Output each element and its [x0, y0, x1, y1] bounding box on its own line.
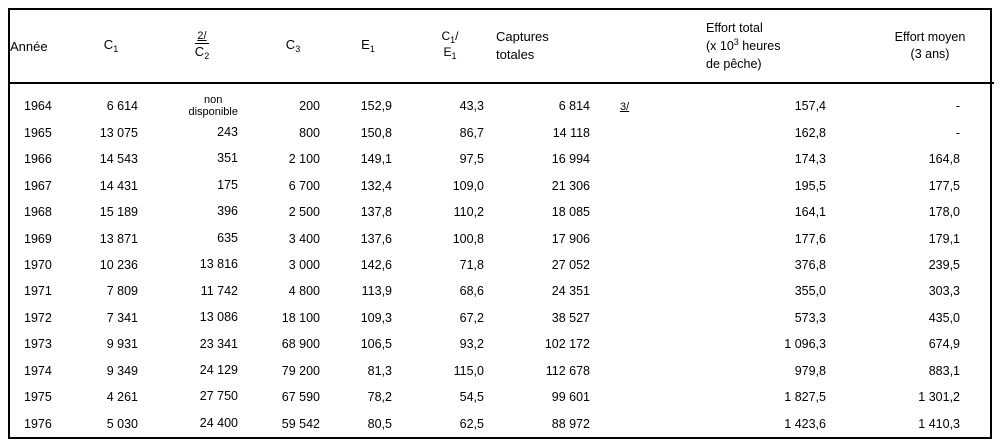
- cell-annee: 1965: [24, 125, 52, 140]
- ratio-bottom-main: E: [443, 45, 452, 59]
- effort-total-line3: de pêche): [706, 56, 762, 71]
- effort-total-line2: [706, 36, 866, 55]
- table-row: [10, 384, 994, 410]
- effort-total-unit-prefix: (x 10: [706, 39, 734, 54]
- cell-c2: 351: [217, 151, 238, 166]
- table-row: [10, 172, 994, 198]
- ratio-top-main: C: [441, 29, 451, 44]
- cell-c1: 5 030: [106, 416, 138, 431]
- cell-e1: 142,6: [360, 258, 392, 273]
- ratio-top: [441, 30, 458, 46]
- cell-c2: 635: [217, 230, 238, 245]
- cell-e1: 149,1: [360, 152, 392, 167]
- cell-c1: 10 236: [99, 258, 138, 273]
- cell-c2: 11 742: [200, 283, 238, 298]
- cell-c1: 6 614: [106, 99, 138, 114]
- cell-c3: 2 100: [288, 152, 320, 167]
- statistics-table: [10, 10, 994, 437]
- cell-c1-over-e1: 115,0: [453, 363, 484, 378]
- cell-captures-value: 16 994: [551, 152, 590, 167]
- c2-footnote-marker: 2/: [197, 29, 207, 42]
- c3-main: C: [285, 37, 296, 53]
- cell-c1: 9 931: [106, 337, 138, 352]
- cell-effort-moyen: -: [955, 125, 960, 140]
- table-row: [10, 146, 994, 172]
- cell-effort-total: 1 423,6: [784, 416, 826, 431]
- cell-captures-value: 112 678: [545, 363, 590, 378]
- effort-total-exponent: 3: [733, 37, 739, 48]
- cell-e1: 132,4: [360, 178, 392, 193]
- cell-c1: 14 543: [99, 152, 138, 167]
- cell-c1-over-e1: 110,2: [453, 205, 484, 220]
- e1-subscript: 1: [369, 44, 375, 55]
- c2-subscript: 2: [204, 51, 210, 62]
- cell-c1: 7 809: [106, 284, 138, 299]
- cell-c1: 14 431: [99, 178, 138, 193]
- cell-captures-totales: [496, 305, 706, 331]
- cell-c3: 2 500: [288, 205, 320, 220]
- column-header-captures-totales: [496, 10, 706, 83]
- ratio-bottom: [441, 46, 458, 62]
- cell-captures-totales: [496, 331, 706, 357]
- cell-effort-total: 157,4: [794, 99, 826, 114]
- cell-captures-value: 6 814: [558, 99, 590, 114]
- cell-c3: 68 900: [281, 337, 320, 352]
- cell-effort-moyen: 179,1: [928, 231, 960, 246]
- header-row: [10, 10, 994, 83]
- column-header-e1-symbol: [361, 37, 375, 55]
- column-header-c1-over-e1: [404, 10, 496, 83]
- cell-effort-moyen: 178,0: [928, 205, 960, 220]
- table-row: [10, 331, 994, 357]
- cell-c3: 18 100: [281, 310, 320, 325]
- cell-effort-moyen: -: [955, 99, 960, 114]
- c2-symbol: [195, 43, 209, 62]
- cell-c1-over-e1: 71,8: [459, 258, 484, 273]
- cell-effort-moyen: 239,5: [928, 258, 960, 273]
- cell-e1: 152,9: [360, 99, 392, 114]
- table-row: [10, 278, 994, 304]
- effort-moyen-line2: (3 ans): [910, 47, 950, 61]
- ratio-top-subscript: 1: [450, 35, 456, 46]
- cell-c3: 4 800: [288, 284, 320, 299]
- cell-annee: 1971: [24, 284, 52, 299]
- table-row: [10, 358, 994, 384]
- ratio-bottom-subscript: 1: [451, 51, 457, 62]
- table-row: [10, 252, 994, 278]
- cell-c2: 24 129: [199, 362, 238, 377]
- cell-c1-over-e1: 54,5: [459, 390, 484, 405]
- table-row: [10, 199, 994, 225]
- cell-effort-total: 162,8: [794, 125, 826, 140]
- effort-total-unit-suffix: heures: [738, 39, 781, 54]
- effort-moyen-line1: Effort moyen: [894, 30, 966, 45]
- cell-captures-value: 99 601: [551, 390, 590, 405]
- cell-e1: 80,5: [367, 416, 392, 431]
- cell-c2: 243: [217, 124, 238, 139]
- cell-effort-total: 1 827,5: [784, 390, 826, 405]
- cell-effort-moyen: 435,0: [928, 310, 960, 325]
- c1-main: C: [103, 37, 114, 53]
- cell-captures-totales: [496, 83, 706, 120]
- cell-captures-value: 27 052: [551, 258, 590, 273]
- cell-captures-totales: [496, 252, 706, 278]
- cell-captures-value: 18 085: [551, 205, 590, 220]
- captures-line2: totales: [496, 47, 535, 62]
- cell-effort-moyen: 177,5: [928, 178, 960, 193]
- table-row: [10, 305, 994, 331]
- cell-annee: 1975: [24, 390, 52, 405]
- cell-captures-totales: [496, 172, 706, 198]
- column-header-c2: [150, 10, 254, 83]
- cell-effort-moyen: 883,1: [928, 363, 960, 378]
- cell-c1-over-e1: 93,2: [459, 337, 484, 352]
- column-header-annee-label: Année: [10, 38, 48, 54]
- cell-c1: 13 871: [99, 231, 138, 246]
- cell-c1: 9 349: [106, 363, 138, 378]
- cell-effort-total: 164,1: [794, 205, 826, 220]
- captures-line1: Captures: [496, 29, 549, 45]
- cell-c1-over-e1: 67,2: [459, 310, 484, 325]
- cell-captures-totales: [496, 199, 706, 225]
- cell-e1: 106,5: [360, 337, 392, 352]
- column-header-c3-symbol: [285, 37, 301, 55]
- cell-captures-totales: [496, 358, 706, 384]
- cell-c1-over-e1: 62,5: [459, 416, 484, 431]
- cell-e1: 81,3: [367, 363, 392, 378]
- cell-annee: 1967: [24, 178, 52, 193]
- column-header-c1-symbol: [103, 37, 119, 55]
- cell-c1: 15 189: [99, 205, 138, 220]
- cell-c1-over-e1: 68,6: [459, 284, 484, 299]
- cell-annee: 1973: [24, 337, 52, 352]
- cell-captures-totales: [496, 411, 706, 437]
- ratio-slash: /: [455, 29, 459, 44]
- column-header-e1: [332, 10, 404, 83]
- cell-captures-totales: [496, 225, 706, 251]
- cell-e1: 113,9: [361, 284, 392, 299]
- cell-c3: 3 400: [288, 231, 320, 246]
- cell-c3: 67 590: [281, 390, 320, 405]
- cell-annee: 1974: [24, 363, 52, 378]
- cell-effort-moyen: 303,3: [928, 284, 960, 299]
- cell-c2: 396: [217, 204, 238, 219]
- cell-c2: 13 816: [199, 257, 238, 272]
- column-header-annee: [10, 10, 72, 83]
- effort-total-line1: Effort total: [706, 20, 763, 35]
- table-row: [10, 83, 994, 120]
- cell-c1: 13 075: [99, 125, 138, 140]
- cell-c1-over-e1: 86,7: [459, 125, 484, 140]
- table-row: [10, 411, 994, 437]
- cell-c3: 79 200: [281, 363, 320, 378]
- ratio-symbol: [441, 30, 458, 61]
- cell-c1: 7 341: [106, 310, 138, 325]
- cell-e1: 150,8: [360, 125, 392, 140]
- cell-captures-footnote-marker: 3/: [620, 101, 630, 114]
- column-header-effort-moyen: [866, 10, 994, 83]
- column-header-c1: [72, 10, 150, 83]
- cell-annee: 1976: [24, 416, 52, 431]
- cell-annee: 1966: [24, 152, 52, 167]
- cell-effort-moyen: 1 301,2: [918, 390, 960, 405]
- table-row: [10, 120, 994, 146]
- cell-effort-total: 979,8: [794, 363, 826, 378]
- column-header-c2-fraction: [195, 30, 209, 62]
- cell-effort-total: 376,8: [794, 258, 826, 273]
- cell-captures-value: 14 118: [552, 125, 590, 140]
- cell-c3: 3 000: [288, 258, 320, 273]
- cell-captures-value: 21 306: [551, 178, 590, 193]
- cell-effort-total: 573,3: [794, 310, 826, 325]
- table-row: [10, 225, 994, 251]
- cell-captures-value: 38 527: [551, 310, 590, 325]
- cell-c2: 175: [217, 177, 238, 192]
- table-body: [10, 83, 994, 437]
- cell-e1: 137,6: [360, 231, 392, 246]
- cell-annee: 1969: [24, 231, 52, 246]
- cell-c3: 800: [299, 125, 320, 140]
- cell-effort-total: 174,3: [794, 152, 826, 167]
- c1-subscript: 1: [113, 44, 119, 55]
- table-header: [10, 10, 994, 83]
- cell-captures-value: 88 972: [551, 416, 590, 431]
- cell-c1: 4 261: [106, 390, 138, 405]
- cell-e1: 78,2: [367, 390, 392, 405]
- cell-e1: 109,3: [360, 310, 392, 325]
- cell-captures-totales: [496, 384, 706, 410]
- statistics-table-frame: [8, 8, 992, 439]
- cell-captures-value: 24 351: [551, 284, 590, 299]
- column-header-effort-total: [706, 10, 866, 83]
- cell-c3: 200: [299, 99, 320, 114]
- cell-c2: 27 750: [199, 389, 238, 404]
- cell-captures-value: 17 906: [551, 231, 590, 246]
- e1-main: E: [361, 37, 370, 53]
- cell-e1: 137,8: [360, 205, 392, 220]
- cell-effort-total: 1 096,3: [784, 337, 826, 352]
- cell-captures-totales: [496, 120, 706, 146]
- cell-annee: 1972: [24, 310, 52, 325]
- cell-effort-moyen: 1 410,3: [918, 416, 960, 431]
- cell-effort-total: 355,0: [794, 284, 826, 299]
- cell-c1-over-e1: 100,8: [452, 231, 484, 246]
- cell-annee: 1964: [24, 99, 52, 114]
- cell-c2: 23 341: [199, 336, 238, 351]
- cell-c2-unavailable: non disponible: [188, 93, 238, 119]
- cell-c1-over-e1: 109,0: [452, 178, 484, 193]
- c2-main: C: [194, 44, 205, 60]
- cell-c1-over-e1: 97,5: [459, 152, 484, 167]
- cell-effort-total: 177,6: [794, 231, 826, 246]
- cell-c2: [150, 83, 254, 120]
- cell-captures-totales: [496, 278, 706, 304]
- cell-c3: 59 542: [281, 416, 320, 431]
- cell-annee: 1970: [24, 258, 52, 273]
- cell-c1-over-e1: 43,3: [459, 99, 484, 114]
- cell-effort-moyen: 674,9: [928, 337, 960, 352]
- c3-subscript: 3: [295, 44, 301, 55]
- cell-c2: 24 400: [199, 415, 238, 430]
- cell-annee: 1968: [24, 205, 52, 220]
- cell-c3: 6 700: [288, 178, 320, 193]
- cell-c2: 13 086: [199, 310, 238, 325]
- column-header-c3: [254, 10, 332, 83]
- cell-effort-moyen: 164,8: [928, 152, 960, 167]
- cell-effort-total: 195,5: [794, 178, 826, 193]
- cell-captures-totales: [496, 146, 706, 172]
- cell-captures-value: 102 172: [544, 337, 590, 352]
